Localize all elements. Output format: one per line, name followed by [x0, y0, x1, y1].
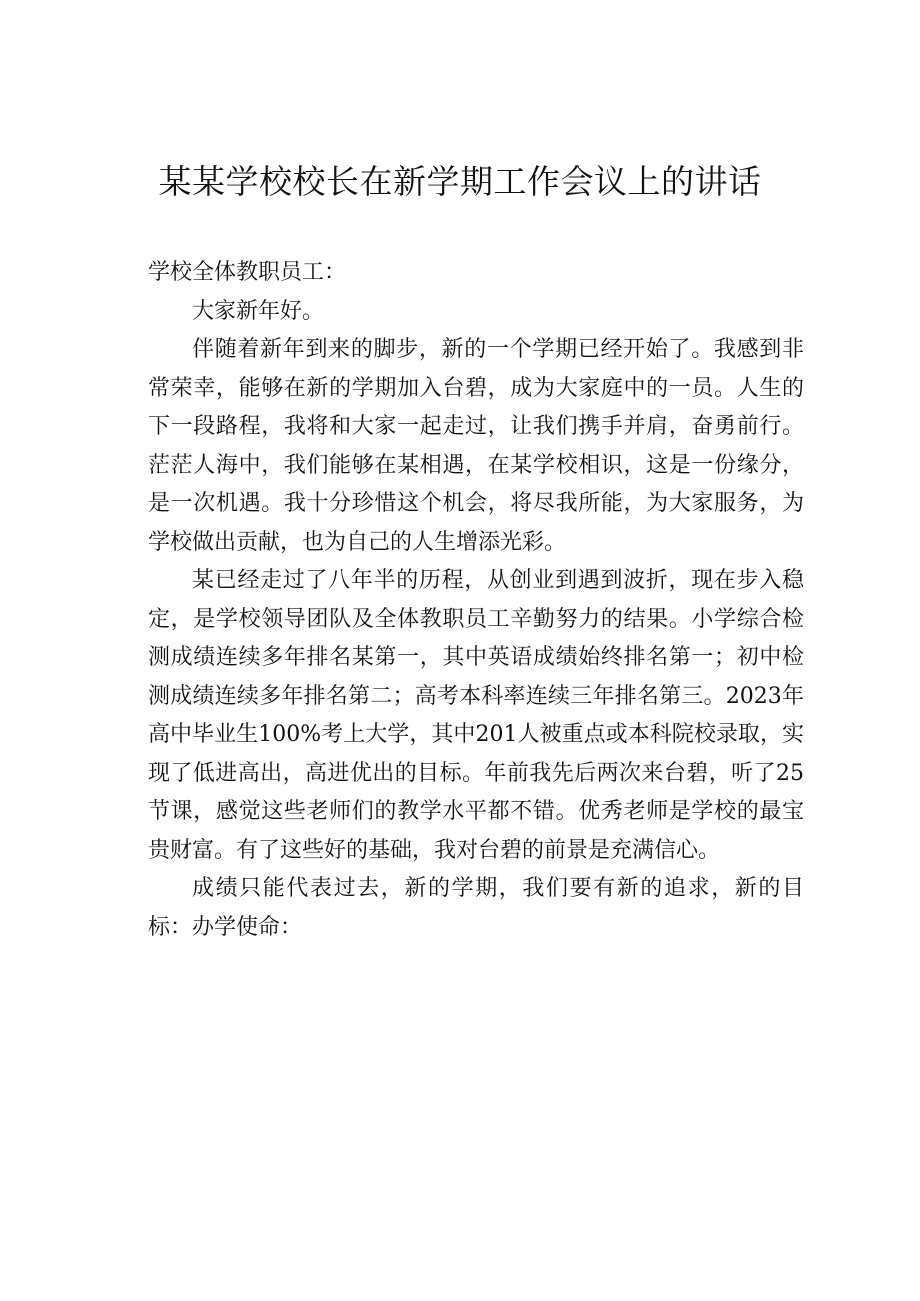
document-body	[148, 254, 804, 947]
paragraph-greeting: 大家新年好。	[192, 298, 325, 324]
paragraph-achievements: 某已经走过了八年半的历程，从创业到遇到波折，现在步入稳定，是学校领导团队及全体教职员工辛勤努力的结果。小学综合检测成绩连续多年排名某第一，其中英语成绩始终排名第一；初中检测成绩连续多年排名第二；高考本科率连续三年排名第三。2023年高中毕业生100%考上大学，其中201人被重点或本科院校录取，实现了低进高出，高进优出的目标。年前我先后两次来台碧，听了25节课，感觉这些老师们的教学水平都不错。优秀老师是学校的最宝贵财富。有了这些好的基础，我对台碧的前景是充满信心。	[148, 568, 804, 863]
document-title: 某某学校校长在新学期工作会议上的讲话	[158, 162, 762, 201]
salutation: 学校全体教职员工：	[148, 260, 347, 285]
paragraph-introduction: 伴随着新年到来的脚步，新的一个学期已经开始了。我感到非常荣幸，能够在新的学期加入台碧，成为大家庭中的一员。人生的下一段路程，我将和大家一起走过，让我们携手并肩，奋勇前行。茫茫人海中，我们能够在某相遇，在某学校相识，这是一份缘分，是一次机遇。我十分珍惜这个机会，将尽我所能，为大家服务，为学校做出贡献，也为自己的人生增添光彩。	[148, 337, 804, 555]
paragraph-new-goals: 成绩只能代表过去，新的学期，我们要有新的追求，新的目标：办学使命：	[148, 876, 804, 940]
